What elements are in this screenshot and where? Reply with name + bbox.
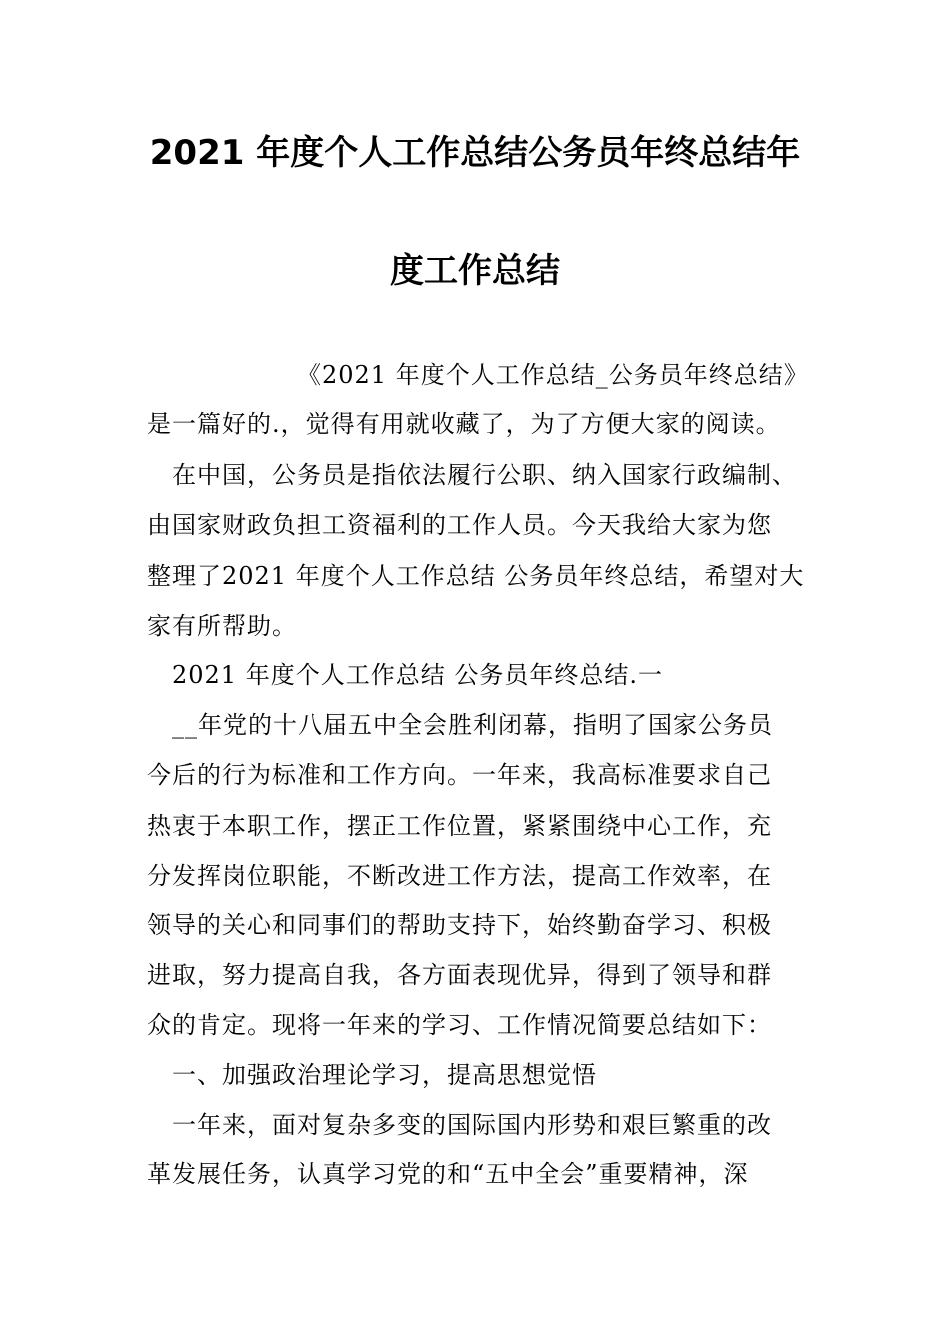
section-heading: 一、加强政治理论学习，提高思想觉悟 [172,1061,597,1089]
body-line: 进取，努力提高自我，各方面表现优异，得到了领导和群 [147,961,772,989]
body-line: 《2021 年度个人工作总结_公务员年终总结》 [297,361,809,389]
body-line: 在中国，公务员是指依法履行公职、纳入国家行政编制、 [172,461,797,489]
body-line: 由国家财政负担工资福利的工作人员。今天我给大家为您 [147,511,772,539]
body-line: 一年来，面对复杂多变的国际国内形势和艰巨繁重的改 [172,1111,772,1139]
body-line: 整理了2021 年度个人工作总结 公务员年终总结，希望对大 [147,562,805,590]
body-line: 是一篇好的.，觉得有用就收藏了，为了方便大家的阅读。 [147,410,781,438]
body-line: 分发挥岗位职能，不断改进工作方法，提高工作效率，在 [147,862,772,890]
document-title-line-1: 2021 年度个人工作总结公务员年终总结年 [149,133,801,173]
body-line: 2021 年度个人工作总结 公务员年终总结.一 [172,661,663,689]
body-line: 众的肯定。现将一年来的学习、工作情况简要总结如下： [147,1011,772,1039]
body-line: __年党的十八届五中全会胜利闭幕，指明了国家公务员 [172,711,773,739]
body-line: 今后的行为标准和工作方向。一年来，我高标准要求自己 [147,761,772,789]
body-line: 革发展任务，认真学习党的和“五中全会”重要精神，深 [147,1160,749,1188]
document-title-line-2: 度工作总结 [390,251,560,291]
body-line: 家有所帮助。 [147,612,297,640]
body-line: 热衷于本职工作，摆正工作位置，紧紧围绕中心工作，充 [147,812,772,840]
body-line: 领导的关心和同事们的帮助支持下，始终勤奋学习、积极 [147,911,772,939]
